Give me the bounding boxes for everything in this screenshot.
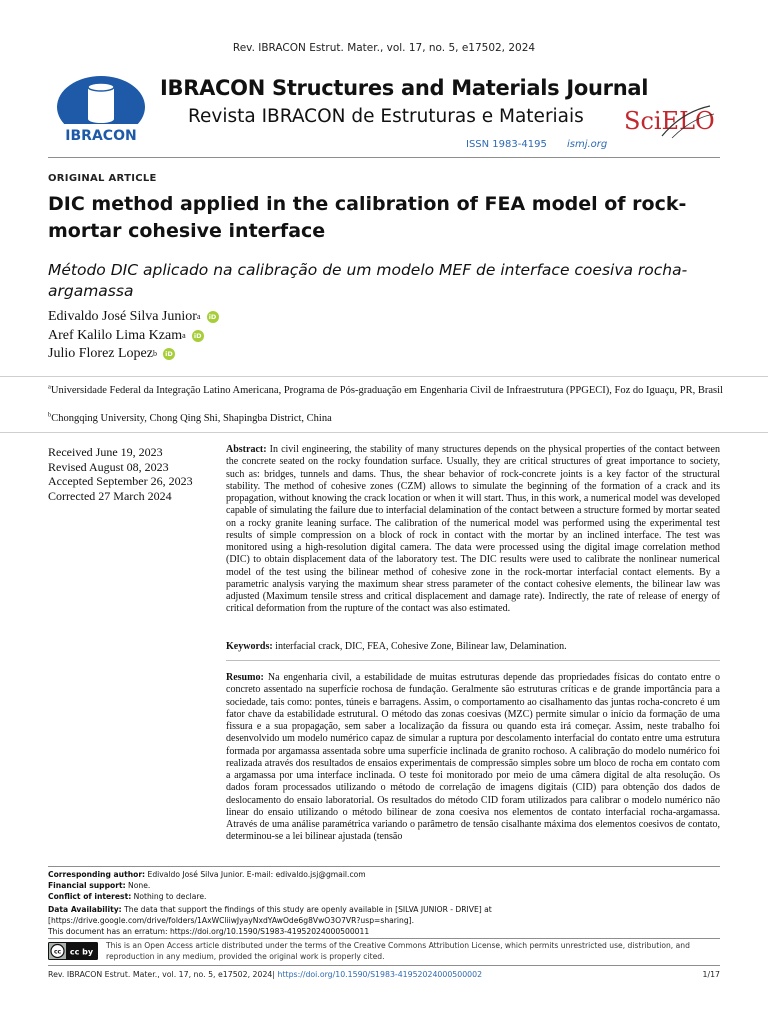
resumo-label: Resumo: xyxy=(226,672,264,683)
affiliation-b xyxy=(48,412,728,425)
footer-citation-text: Rev. IBRACON Estrut. Mater., vol. 17, no. 5, e17502, 2024| xyxy=(48,970,276,979)
logo-text: IBRACON xyxy=(65,128,137,144)
author-3: Julio Florez Lopez b iD xyxy=(48,346,175,362)
affiliation-divider xyxy=(0,376,768,377)
journal-url-link[interactable]: ismj.org xyxy=(567,139,608,150)
license-divider xyxy=(48,938,720,939)
corresponding-author xyxy=(48,870,728,881)
journal-subtitle: Revista IBRACON de Estruturas e Materiais xyxy=(188,106,584,127)
footer-divider xyxy=(48,965,720,966)
footnote-text: Nothing to declare. xyxy=(131,892,207,901)
data-availability-link[interactable]: [https://drive.google.com/drive/folders/1AxWCliiwJyayNxdYAwOde6g8VwO3O7VR?usp=sharing]. xyxy=(48,916,415,925)
keywords xyxy=(226,641,720,653)
financial-support xyxy=(48,881,728,892)
abstract xyxy=(226,444,720,616)
author-name: Edivaldo José Silva Junior xyxy=(48,309,197,324)
running-citation: Rev. IBRACON Estrut. Mater., vol. 17, no. 5, e17502, 2024 xyxy=(232,42,536,54)
author-1: Edivaldo José Silva Junior a iD xyxy=(48,309,219,325)
resumo xyxy=(226,672,720,844)
abstract-label: Abstract: xyxy=(226,444,267,455)
affiliation-divider-bottom xyxy=(0,432,768,433)
received-date: Received June 19, 2023 xyxy=(48,445,163,459)
article-type: ORIGINAL ARTICLE xyxy=(48,173,157,184)
keywords-text: interfacial crack, DIC, FEA, Cohesive Zone, Bilinear law, Delamination. xyxy=(272,641,567,652)
keywords-label: Keywords: xyxy=(226,641,273,652)
author-name: Aref Kalilo Lima Kzam xyxy=(48,328,183,343)
corrected-date: Corrected 27 March 2024 xyxy=(48,488,172,503)
revised-date: Revised August 08, 2023 xyxy=(48,459,169,474)
footnote-label: Data Availability: xyxy=(48,905,122,914)
journal-title: IBRACON Structures and Materials Journal xyxy=(160,76,649,100)
affiliation-text: Chongqing University, Chong Qing Shi, Shapingba District, China xyxy=(51,413,332,424)
page-number: 1/17 xyxy=(702,970,720,979)
author-name: Julio Florez Lopez xyxy=(48,346,153,361)
svg-text:cc: cc xyxy=(53,948,62,956)
abstract-text: In civil engineering, the stability of many structures depends on the physical properties of the contact between the concrete seated on the rocky foundation surface. Usually, they are critical structures of great importance to society, such as: bridges, tunnels and dams. Thus, the shear behavior of rock-concrete joints is a key factor of the structural stability. The method of cohesive zones (CZM) allows to simulate the beginning of the formation of a crack and its propagation, without knowing the crack location or when it will start. Thus, in this work, a numerical model was developed capable of simulating the failure due to interfacial delamination of the contact between a structure formed by mortar seated on a rocky granite leaning surface. The calibration of the numerical model was performed using the experimental test results of simple compression on a block of rock in contact with the mortar by an inclined interface. The test was monitored using a high-resolution digital camera. The data were processed using the digital image correlation method (DIC) to obtain displacement data of the laboratory test. The DIC results were used to calibrate the nonlinear numerical model of the test using the bilinear method of cohesive zone in the rock-mortar interfacial contact elements. By a parametric analysis varying the maximum shear stress parameter of the contact cohesive elements, the bilinear law was adjusted (Maximum tensile stress and critical displacement and damage rate). Indirectly, the rate of release of energy of critical deformation from the rupture of the contact was also estimated. xyxy=(226,444,720,615)
cc-by-license-icon[interactable] xyxy=(48,942,98,960)
orcid-icon[interactable]: iD xyxy=(163,348,175,360)
cc-badge-text: cc by xyxy=(69,947,94,957)
footnote-divider xyxy=(48,866,720,867)
article-title-portuguese: Método DIC aplicado na calibração de um modelo MEF de interface coesiva rocha-argamassa xyxy=(48,261,688,300)
data-availability xyxy=(48,905,728,916)
issn: ISSN 1983-4195 xyxy=(466,139,547,150)
scielo-text: SciELO xyxy=(624,107,715,135)
conflict-of-interest xyxy=(48,892,728,903)
accepted-date: Accepted September 26, 2023 xyxy=(48,474,193,488)
article-title: DIC method applied in the calibration of FEA model of rock-mortar cohesive interface xyxy=(48,193,687,242)
article-history xyxy=(48,445,193,503)
footnote-text: Edivaldo José Silva Junior. E-mail: edivaldo.jsj@gmail.com xyxy=(145,870,366,879)
footer-doi-link[interactable]: https://doi.org/10.1590/S1983-41952024000500002 xyxy=(277,970,483,979)
footer-citation xyxy=(48,970,482,979)
affiliation-mark: a xyxy=(48,383,51,391)
author-2: Aref Kalilo Lima Kzam a iD xyxy=(48,328,204,344)
footnote-text: The data that support the findings of this study are openly available in [SILVA JUNIOR - DRIVE] at xyxy=(121,905,492,914)
footnote-text: None. xyxy=(125,881,151,890)
affiliation-a xyxy=(48,384,728,397)
orcid-icon[interactable]: iD xyxy=(207,311,219,323)
affiliation-mark: b xyxy=(48,411,52,419)
footnote-label: Corresponding author: xyxy=(48,870,146,879)
abstract-divider xyxy=(226,660,720,661)
license-text: This is an Open Access article distributed under the terms of the Creative Commons Attribution License, which permits unrestricted use, distribution, and reproduction in any medium, provided the original work is properly cited. xyxy=(106,941,690,961)
scielo-logo[interactable] xyxy=(622,100,716,140)
orcid-icon[interactable]: iD xyxy=(192,330,204,342)
footnote-label: Conflict of interest: xyxy=(48,892,132,901)
resumo-text: Na engenharia civil, a estabilidade de muitas estruturas depende das propriedades físicas do contato entre o concreto assentado na superfície rochosa de fundação. Geralmente são estruturas críticas e de grande importância para a sociedade, tais como: pontes, túneis e barragens. Assim, o comportamento ao cisalhamento das juntas rocha-concreto é um fator chave da estabilidade estrutural. O método das zonas coesivas (MZC) permite simular o início da formação de uma fissura e a sua propagação, sem saber a localização da fissura ou quando esta irá começar. Assim, neste trabalho foi desenvolvido um modelo numérico capaz de simular a ruptura por descolamento interfacial do contato entre uma estrutura formada por argamassa assentada sobre uma superfície inclinada de granito rochoso. A calibração do modelo numérico foi realizada através dos resultados de ensaios experimentais de compressão simples sobre um bloco de rocha em contato com a argamassa por uma interface inclinada. O teste foi monitorado por meio de uma câmera digital de alta resolução. Os dados foram processados utilizando o método de correlação de imagens digitais (CID) para obtenção dos dados de deslocamento do ensaio laboratorial. Os resultados do método CID foram utilizados para calibrar o modelo numérico não linear do ensaio utilizando o método bilinear de zona coesiva nos elementos de contato interfacial rocha-argamassa. Através de uma análise paramétrica variando o parâmetro de tensão cisalhante máxima dos elementos coesivos de contato, determinou-se a lei bilinear ajustada (tensão xyxy=(226,672,720,843)
erratum-note[interactable]: This document has an erratum: https://doi.org/10.1590/S1983-41952024000500011 xyxy=(48,927,370,936)
affiliation-text: Universidade Federal da Integração Latino Americana, Programa de Pós-graduação em Engenharia Civil de Infraestrutura (PPGECI), Foz do Iguaçu, PR, Brasil xyxy=(50,385,723,396)
header-divider xyxy=(48,157,720,158)
footnote-label: Financial support: xyxy=(48,881,126,890)
ibracon-logo xyxy=(56,76,146,144)
